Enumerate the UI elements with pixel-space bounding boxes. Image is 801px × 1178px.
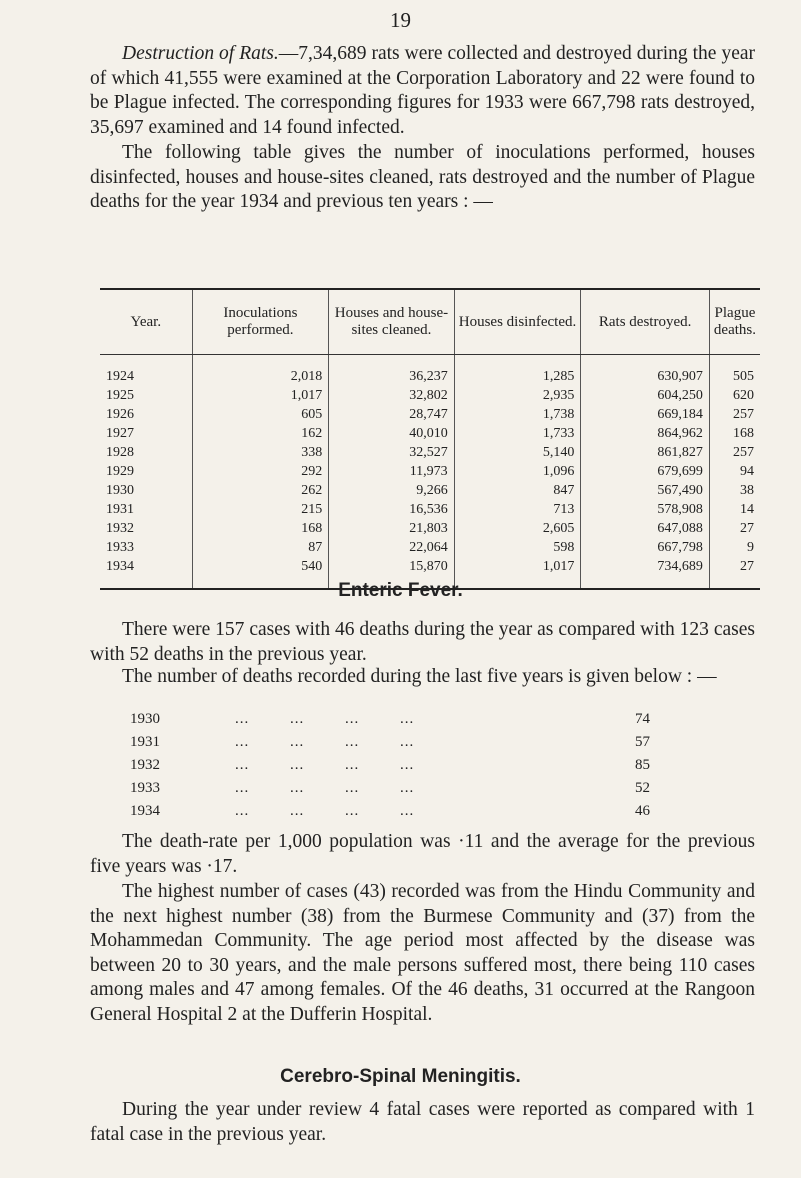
table-row — [100, 386, 760, 405]
cell-year: 1925 — [106, 387, 134, 403]
list-value: 52 — [635, 780, 650, 796]
list-item — [130, 780, 650, 803]
leader-dots: ... ... ... ... — [235, 757, 415, 773]
cell-plague-deaths: 27 — [709, 557, 760, 589]
cell-inoculations: 262 — [192, 481, 329, 500]
cell-rats-destroyed: 578,908 — [581, 500, 710, 519]
cell-inoculations: 338 — [192, 443, 329, 462]
cell-year: 1932 — [106, 520, 134, 536]
cell-houses-cleaned: 9,266 — [329, 481, 454, 500]
leader-dots: ... ... ... ... — [235, 803, 415, 819]
enteric-deaths-list — [130, 711, 650, 826]
cell-houses-disinfected: 713 — [454, 500, 581, 519]
table-row — [100, 462, 760, 481]
table-row — [100, 355, 760, 387]
cell-houses-disinfected: 2,605 — [454, 519, 581, 538]
cell-houses-disinfected: 847 — [454, 481, 581, 500]
cell-inoculations: 168 — [192, 519, 329, 538]
list-item — [130, 803, 650, 826]
cell-inoculations: 215 — [192, 500, 329, 519]
cell-houses-disinfected: 1,733 — [454, 424, 581, 443]
header-year: Year. — [100, 289, 192, 355]
table-header-row — [100, 289, 760, 355]
cell-plague-deaths: 38 — [709, 481, 760, 500]
list-item — [130, 711, 650, 734]
cell-rats-destroyed: 667,798 — [581, 538, 710, 557]
enteric-paragraph-2: The number of deaths recorded during the last five years is given below : — — [122, 666, 717, 687]
table-row — [100, 500, 760, 519]
cell-houses-cleaned: 11,973 — [329, 462, 454, 481]
cerebro-heading: Cerebro-Spinal Meningitis. — [280, 1066, 521, 1087]
cell-rats-destroyed: 630,907 — [581, 355, 710, 387]
list-item — [130, 757, 650, 780]
list-year: 1933 — [130, 780, 160, 796]
cell-year: 1930 — [106, 482, 134, 498]
header-inoculations: Inoculations performed. — [192, 289, 329, 355]
cell-plague-deaths: 257 — [709, 405, 760, 424]
cell-plague-deaths: 94 — [709, 462, 760, 481]
leader-dots: ... ... ... ... — [235, 734, 415, 750]
cell-rats-destroyed: 679,699 — [581, 462, 710, 481]
list-value: 74 — [635, 711, 650, 727]
cell-year: 1929 — [106, 463, 134, 479]
table-row — [100, 538, 760, 557]
list-year: 1930 — [130, 711, 160, 727]
cell-inoculations: 2,018 — [192, 355, 329, 387]
header-houses-disinfected: Houses disinfected. — [454, 289, 581, 355]
enteric-heading: Enteric Fever. — [338, 580, 463, 601]
cell-rats-destroyed: 647,088 — [581, 519, 710, 538]
cell-houses-disinfected: 2,935 — [454, 386, 581, 405]
cell-year: 1928 — [106, 444, 134, 460]
cell-year: 1924 — [106, 368, 134, 384]
cell-rats-destroyed: 604,250 — [581, 386, 710, 405]
cell-year: 1931 — [106, 501, 134, 517]
list-value: 46 — [635, 803, 650, 819]
rats-paragraph — [90, 42, 755, 140]
cell-houses-cleaned: 40,010 — [329, 424, 454, 443]
cell-plague-deaths: 505 — [709, 355, 760, 387]
table-row — [100, 481, 760, 500]
cell-inoculations: 1,017 — [192, 386, 329, 405]
header-rats-destroyed: Rats destroyed. — [581, 289, 710, 355]
cell-inoculations: 540 — [192, 557, 329, 589]
list-year: 1932 — [130, 757, 160, 773]
cell-houses-disinfected: 1,738 — [454, 405, 581, 424]
cell-rats-destroyed: 861,827 — [581, 443, 710, 462]
list-year: 1931 — [130, 734, 160, 750]
cell-year: 1927 — [106, 425, 134, 441]
enteric-paragraph-4: The highest number of cases (43) recorded was from the Hindu Community and the next highest number (38) from the Burmese Community and (37) from the Mohammedan Community. The age period most affected by the disease was between 20 to 30 years, and the male persons suffered most, there being 110 cases among males and 47 among females. Of the 46 deaths, 31 occurred at the Rangoon General Hospital 2 at the Dufferin Hospital. — [90, 881, 755, 1025]
cell-plague-deaths: 257 — [709, 443, 760, 462]
cell-inoculations: 605 — [192, 405, 329, 424]
enteric-paragraph-1: There were 157 cases with 46 deaths during the year as compared with 123 cases with 52 deaths in the previous year. — [90, 619, 755, 665]
cell-year: 1926 — [106, 406, 134, 422]
list-value: 85 — [635, 757, 650, 773]
cell-houses-cleaned: 28,747 — [329, 405, 454, 424]
cell-plague-deaths: 14 — [709, 500, 760, 519]
cell-houses-cleaned: 21,803 — [329, 519, 454, 538]
cell-rats-destroyed: 734,689 — [581, 557, 710, 589]
table-intro-paragraph: The following table gives the number of inoculations performed, houses disinfected, houses and house-sites cleaned, rats destroyed and the number of Plague deaths for the year 1934 and previous ten years : — — [90, 142, 755, 212]
table-body — [100, 355, 760, 590]
table-row — [100, 443, 760, 462]
table-row — [100, 405, 760, 424]
table-row — [100, 424, 760, 443]
cell-inoculations: 292 — [192, 462, 329, 481]
cell-year: 1934 — [106, 558, 134, 574]
list-year: 1934 — [130, 803, 160, 819]
list-value: 57 — [635, 734, 650, 750]
cell-rats-destroyed: 669,184 — [581, 405, 710, 424]
cell-inoculations: 162 — [192, 424, 329, 443]
cell-rats-destroyed: 567,490 — [581, 481, 710, 500]
cell-houses-cleaned: 16,536 — [329, 500, 454, 519]
cell-plague-deaths: 9 — [709, 538, 760, 557]
cell-houses-disinfected: 5,140 — [454, 443, 581, 462]
cell-plague-deaths: 27 — [709, 519, 760, 538]
table-row — [100, 519, 760, 538]
list-item — [130, 734, 650, 757]
header-houses-cleaned: Houses and house-sites cleaned. — [329, 289, 454, 355]
cell-year: 1933 — [106, 539, 134, 555]
cell-houses-cleaned: 15,870 — [329, 557, 454, 589]
cell-houses-cleaned: 32,527 — [329, 443, 454, 462]
cell-houses-cleaned: 22,064 — [329, 538, 454, 557]
leader-dots: ... ... ... ... — [235, 780, 415, 796]
cell-inoculations: 87 — [192, 538, 329, 557]
page-number: 19 — [390, 8, 411, 32]
cell-houses-cleaned: 32,802 — [329, 386, 454, 405]
cell-houses-disinfected: 1,285 — [454, 355, 581, 387]
enteric-paragraph-3: The death-rate per 1,000 population was ·11 and the average for the previous five years was ·17. — [90, 831, 755, 877]
header-plague-deaths: Plague deaths. — [709, 289, 760, 355]
cell-rats-destroyed: 864,962 — [581, 424, 710, 443]
leader-dots: ... ... ... ... — [235, 711, 415, 727]
cerebro-paragraph: During the year under review 4 fatal cases were reported as compared with 1 fatal case in the previous year. — [90, 1099, 755, 1145]
cell-houses-disinfected: 1,096 — [454, 462, 581, 481]
rats-text: —7,34,689 rats were collected and destroyed during the year of which 41,555 were examined at the Corporation Laboratory and 22 were found to be Plague infected. The corresponding figures for 1933 were 667,798 rats destroyed, 35,697 examined and 14 found infected. — [90, 43, 755, 138]
cell-plague-deaths: 168 — [709, 424, 760, 443]
cell-houses-disinfected: 598 — [454, 538, 581, 557]
rats-heading: Destruction of Rats. — [122, 43, 279, 64]
cell-houses-cleaned: 36,237 — [329, 355, 454, 387]
rats-table — [100, 288, 760, 590]
cell-plague-deaths: 620 — [709, 386, 760, 405]
cell-houses-disinfected: 1,017 — [454, 557, 581, 589]
